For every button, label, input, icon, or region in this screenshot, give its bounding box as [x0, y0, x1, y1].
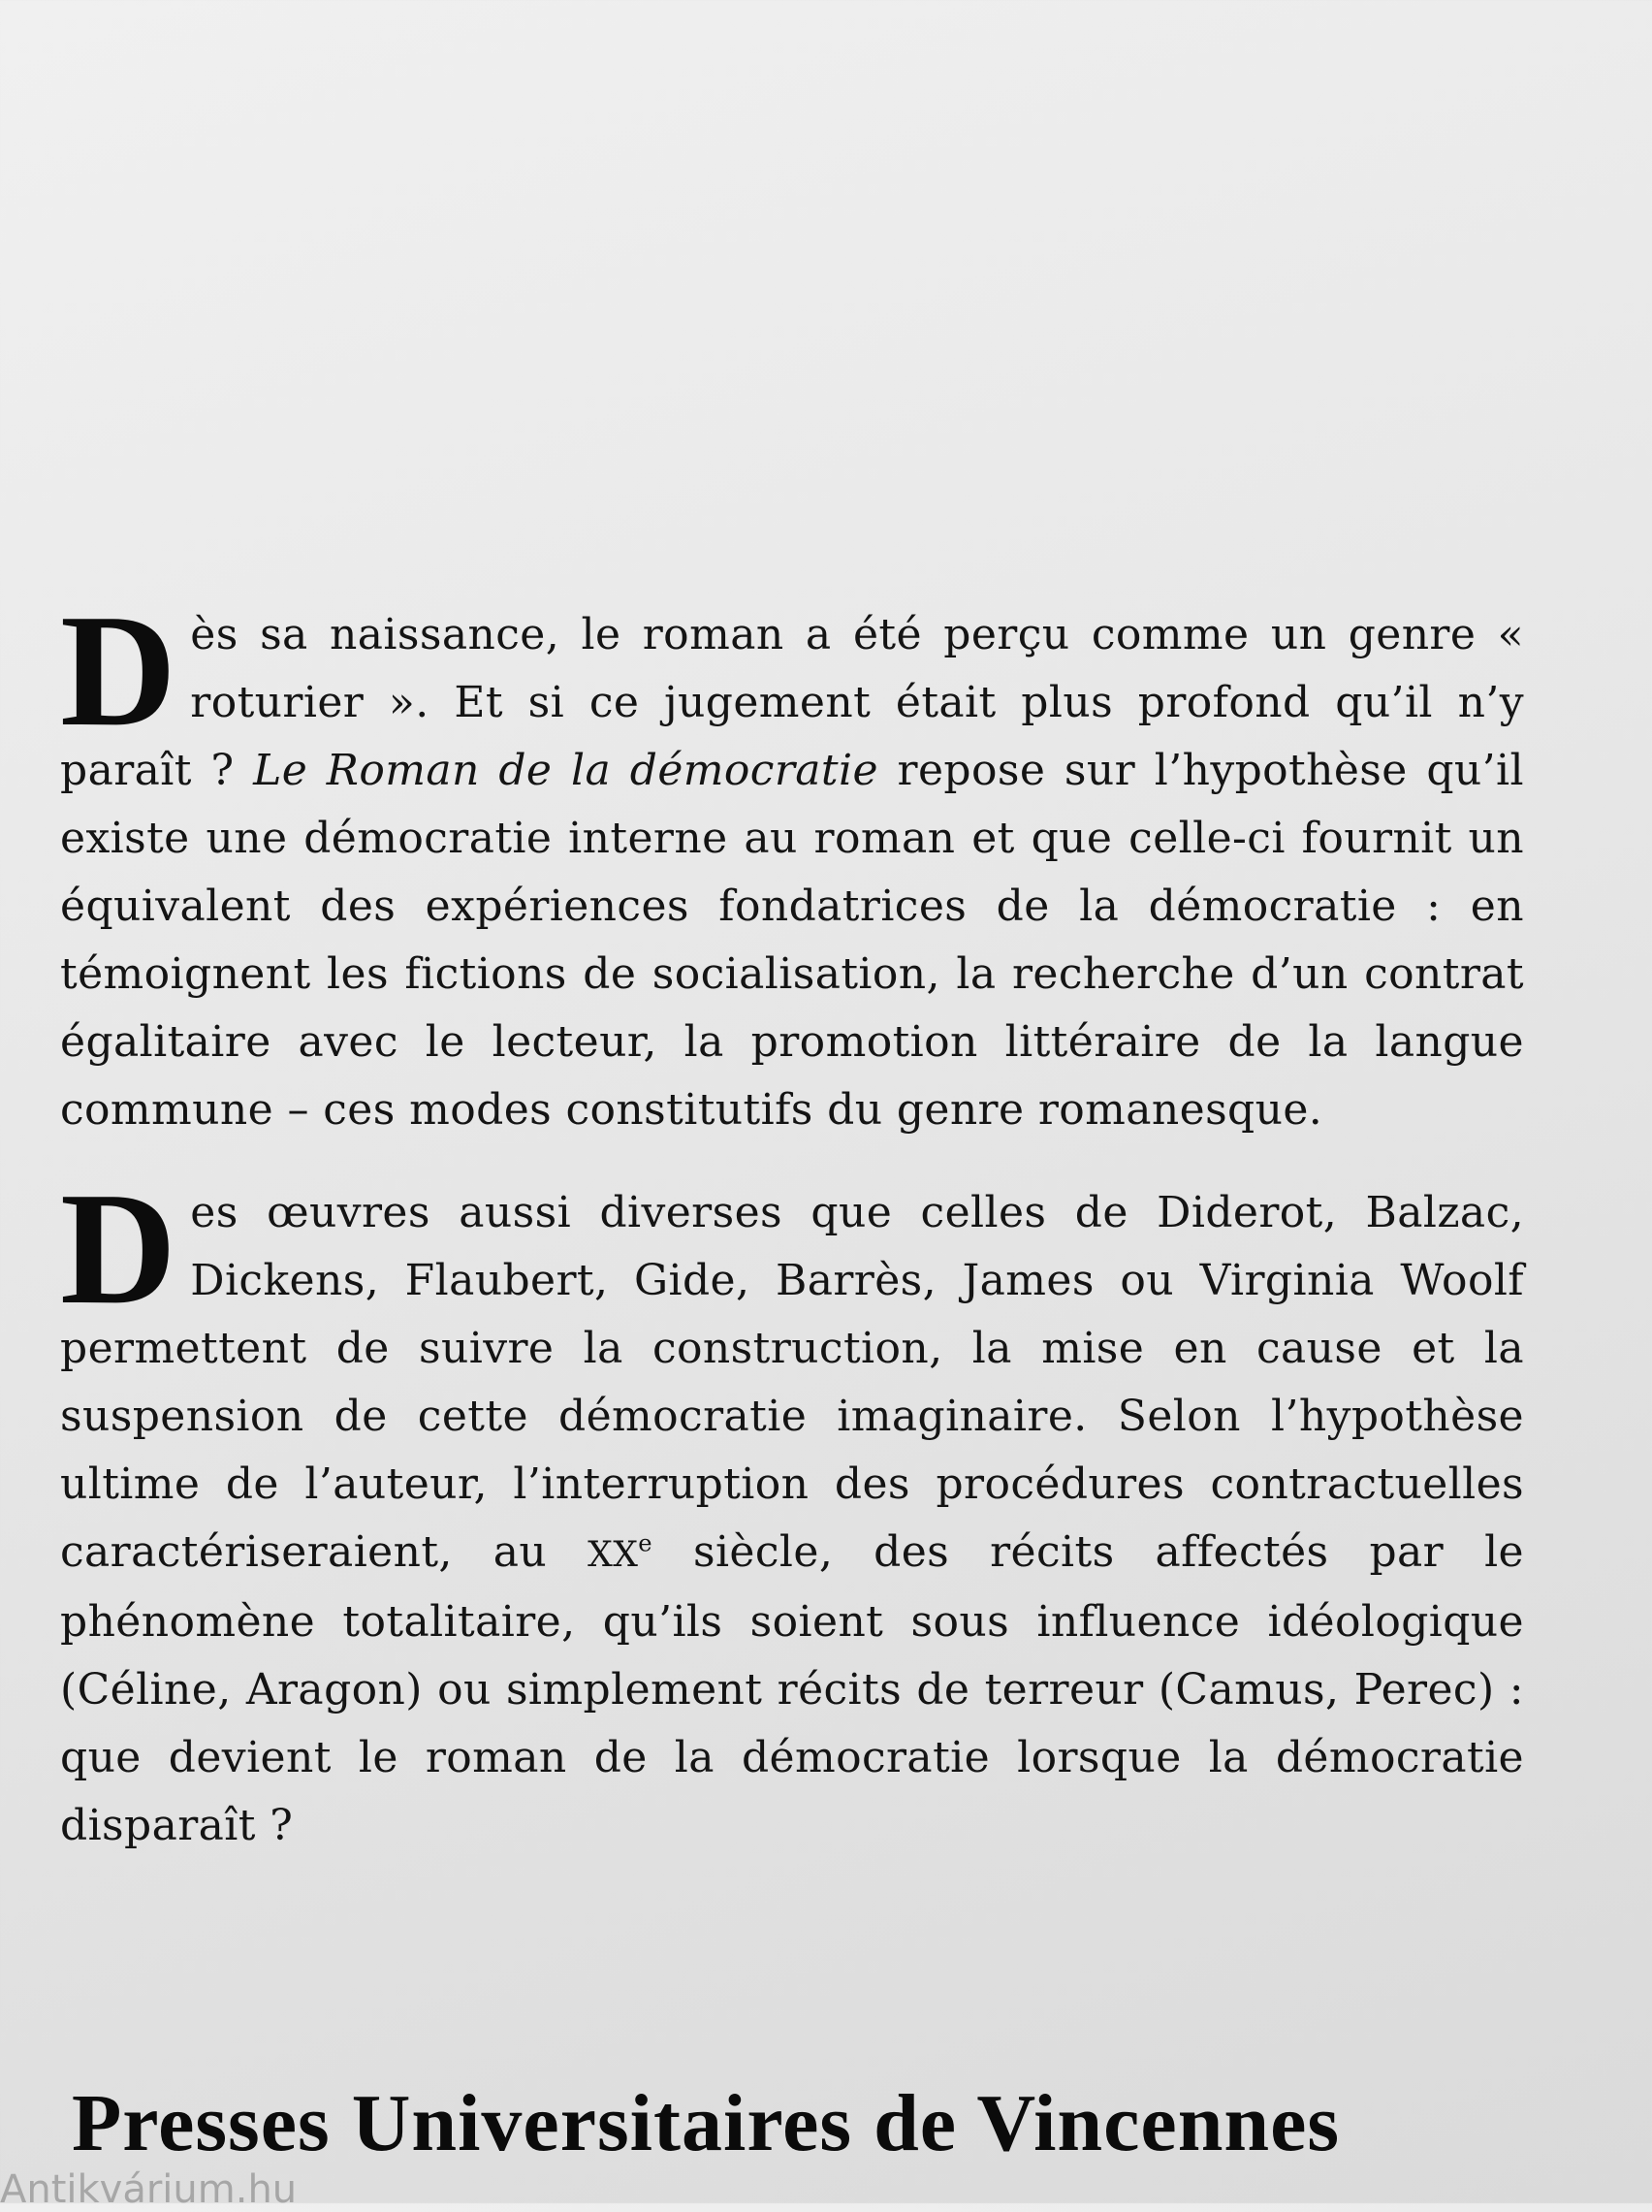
- publisher-name: Presses Universitaires de Vincennes: [72, 2078, 1341, 2168]
- blurb-text: [60, 581, 1524, 1860]
- dropcap-2: D: [60, 1159, 177, 1337]
- paragraph-1-text-b: repose sur l’hypothèse qu’il existe une démocratie interne au roman et que celle-ci fournit un équivalent des expériences fondatrices de la démocratie : en témoignent les fictions de socialisation, la recherche d’un contrat égalitaire avec le lecteur, la promotion littéraire de la langue commune – ces modes constitutifs du genre romanesque.: [60, 746, 1524, 1135]
- century-superscript: e: [638, 1529, 653, 1557]
- blurb-paragraph-1: [60, 581, 1524, 1144]
- century-numeral: XX: [588, 1534, 639, 1575]
- book-title: Le Roman de la démocratie: [253, 746, 878, 795]
- blurb-paragraph-2: [60, 1159, 1524, 1860]
- paragraph-2-text-a: es œuvres aussi diverses que celles de Diderot, Balzac, Dickens, Flaubert, Gide, Barrès, James ou Virginia Woolf permettent de suivre la construction, la mise en cause et la suspension de cette démocratie imaginaire. Selon l’hypothèse ultime de l’auteur, l’interruption des procédures contractuelles caractériseraient, au: [60, 1188, 1524, 1577]
- paragraph-2-text-b: siècle, des récits affectés par le phénomène totalitaire, qu’ils soient sous influence idéologique (Céline, Aragon) ou simplement récits de terreur (Camus, Perec) : que devient le roman de la démocratie lorsque la démocratie disparaît ?: [60, 1527, 1524, 1850]
- dropcap-1: D: [60, 581, 177, 759]
- paragraph-1-text-a: ès sa naissance, le roman a été perçu comme un genre « roturier ». Et si ce jugement était plus profond qu’il n’y paraît ?: [60, 610, 1524, 795]
- watermark: Antikvárium.hu: [0, 2167, 298, 2212]
